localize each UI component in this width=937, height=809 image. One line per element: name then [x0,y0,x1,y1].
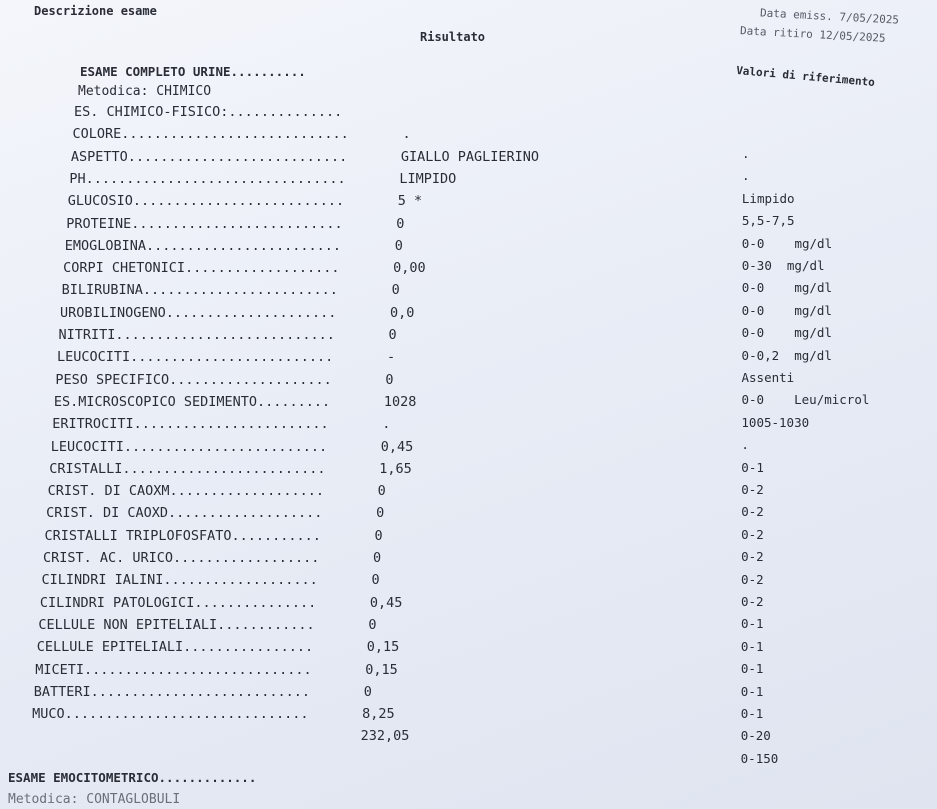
result-row [34,684,594,704]
section-title-emocitometrico: ESAME EMOCITOMETRICO............. [8,770,257,785]
result-row [37,639,597,659]
result-value: 1,65 [379,460,412,477]
result-label: CILINDRI PATOLOGICI............... [39,594,317,611]
result-label: ASPETTO........................... [70,148,348,165]
result-row [45,528,605,548]
result-value: 0,15 [365,661,398,678]
result-row [63,260,623,280]
reference-value: 0-150 [740,750,779,766]
reference-value: 0-0 mg/dl [741,302,832,318]
result-label: CORPI CHETONICI................... [63,260,340,277]
result-value: 0 [363,683,372,700]
result-value: 0 [394,237,403,254]
reference-value: Limpido [741,190,795,206]
reference-value: 0-2 [741,526,764,542]
result-label: LEUCOCITI......................... [50,438,328,455]
result-row [71,149,631,169]
reference-value: 0-2 [741,549,764,565]
result-value: 0 [391,282,400,299]
result-row [48,483,608,503]
result-value: - [386,349,396,366]
reference-value: 0-2 [741,571,764,587]
reference-value: 0-1 [740,616,764,632]
result-label: MICETI............................ [35,661,312,678]
result-value: 0,00 [393,260,426,277]
result-row [59,327,619,347]
result-row [55,372,615,392]
reference-value: 0-0 mg/dl [741,280,832,296]
reference-value: 0-2 [741,504,764,520]
reference-value: . [741,168,750,184]
reference-value: 0-0,2 mg/dl [741,347,832,363]
result-label: PROTEINE.......................... [66,215,343,232]
result-row [31,728,591,748]
reference-value: 5,5-7,5 [741,213,795,229]
result-row [51,439,611,459]
result-value: LIMPIDO [399,170,457,187]
reference-value: . [742,146,750,161]
result-label: CRIST. DI CAOXM................... [47,483,324,500]
result-row [40,595,600,615]
column-header-risultato: Risultato [420,30,486,44]
result-label: COLORE............................ [72,126,349,143]
method-emocitometrico: Metodica: CONTAGLOBULI [8,792,181,807]
result-value: . [402,126,411,143]
result-value: 8,25 [362,706,395,723]
result-value: 0,15 [366,639,400,656]
section-title-urine: ESAME COMPLETO URINE.......... [80,64,306,79]
result-row [43,550,603,570]
reference-value: 0-1 [740,638,764,654]
result-label: ERITROCITI........................ [52,416,329,433]
result-row [35,662,595,682]
result-value: 232,05 [360,728,410,745]
result-row [54,394,614,414]
result-label: NITRITI........................... [58,327,335,343]
reference-value: 1005-1030 [741,414,810,430]
result-label: EMOGLOBINA........................ [64,237,342,254]
result-value: 0,45 [369,594,403,611]
reference-value: 0-2 [741,482,764,497]
result-value: 0 [371,572,380,589]
result-label: CRISTALLI TRIPLOFOSFATO........... [44,527,321,544]
result-value: . [382,416,391,433]
result-row [74,104,634,124]
result-row [46,505,606,525]
result-value: 0,45 [380,438,414,455]
reference-value: 0-20 [740,728,771,744]
result-label: LEUCOCITI......................... [56,349,334,366]
reference-value: 0-0 Leu/microl [741,392,870,408]
result-label: BILIRUBINA........................ [61,282,338,299]
result-row [62,282,622,302]
result-label: CRIST. AC. URICO.................. [43,550,320,566]
result-label: CILINDRI IALINI................... [41,572,318,589]
result-label: ES.MICROSCOPICO SEDIMENTO......... [53,393,331,410]
result-label: CRIST. DI CAOXD................... [46,505,323,522]
result-label: BATTERI........................... [33,683,311,700]
result-value: 0 [376,505,385,522]
result-row [49,461,609,481]
result-value: 5 * [397,193,423,210]
result-value: 0 [396,215,405,232]
result-row [38,617,598,637]
reference-value: 0-1 [740,706,764,721]
result-row [57,349,617,369]
result-value: 0 [385,371,394,388]
result-value: 0 [388,327,397,343]
issue-date: Data emiss. 7/05/2025 [759,6,900,27]
reference-value: 0-0 mg/dl [741,235,833,251]
reference-value: 0-0 mg/dl [741,325,832,341]
result-value: 0 [373,550,382,566]
reference-value: 0-30 mg/dl [741,258,825,273]
result-label: CELLULE NON EPITELIALI............ [38,616,315,633]
column-header-descrizione: Descrizione esame [34,4,157,18]
result-label: CELLULE EPITELIALI................ [36,639,314,656]
result-label: PESO SPECIFICO.................... [55,371,332,388]
result-value: 0 [377,483,386,500]
result-row [41,572,601,592]
result-value: 0,0 [390,304,415,321]
result-label: CRISTALLI......................... [49,460,326,477]
result-row [65,238,625,258]
reference-value: . [741,437,749,453]
result-row [72,126,632,146]
pickup-date: Data ritiro 12/05/2025 [739,24,886,45]
column-header-valori-riferimento: Valori di riferimento [735,63,876,90]
result-value: GIALLO PAGLIERINO [400,148,540,165]
result-row [69,171,629,191]
reference-value: Assenti [741,370,795,385]
result-row [66,216,626,236]
result-label: MUCO.............................. [32,706,309,723]
reference-value: 0-1 [741,459,764,475]
result-label: UROBILINOGENO..................... [60,304,337,321]
result-row [60,305,620,325]
reference-value: 0-1 [740,661,764,677]
result-value: 0 [368,616,377,633]
reference-value: 0-1 [740,683,764,699]
result-label: PH................................ [69,170,346,187]
result-row [32,706,592,726]
method-urine: Metodica: CHIMICO [78,84,212,99]
result-label: ES. CHIMICO-FISICO:.............. [74,104,343,120]
result-value: 1028 [383,393,417,410]
result-value: 0 [374,527,383,544]
result-row [68,193,628,213]
reference-value: 0-2 [741,594,764,609]
result-row [52,416,612,436]
result-label: GLUCOSIO.......................... [67,193,345,210]
